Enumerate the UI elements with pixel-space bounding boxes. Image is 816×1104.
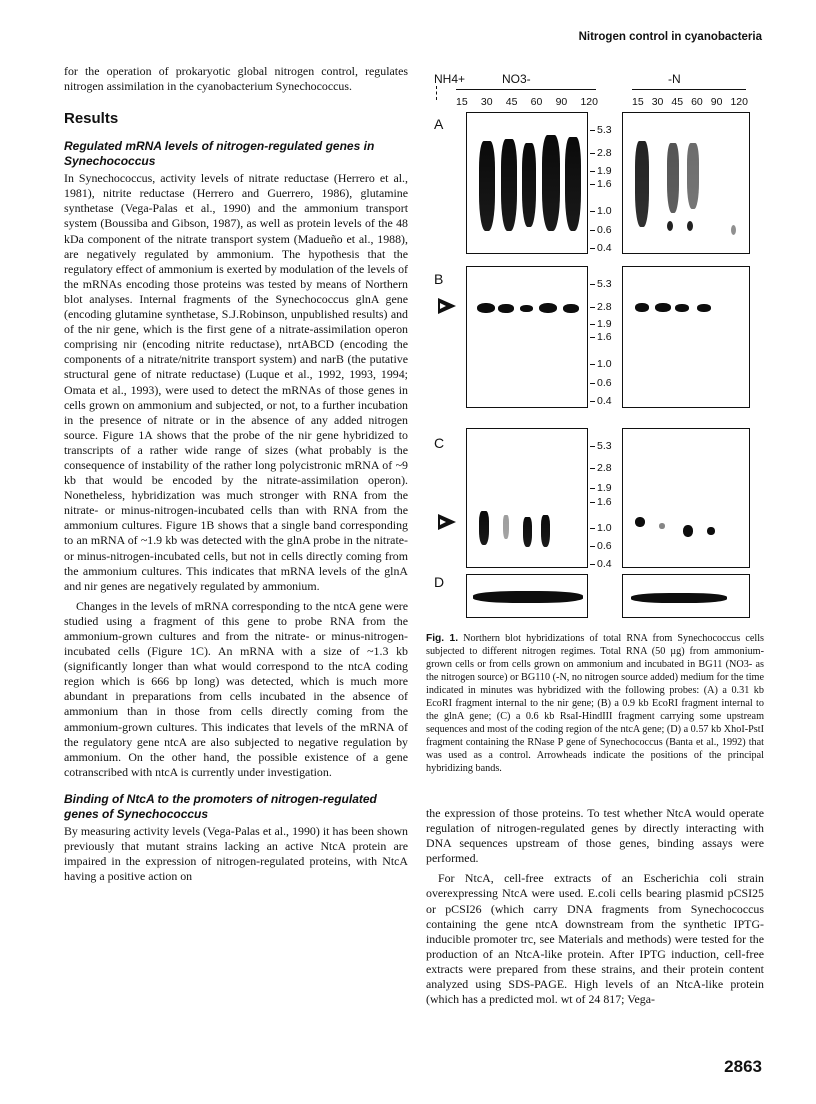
panel-b-marker-1-9: 1.9 — [590, 318, 612, 330]
section1-paragraph-1: In Synechococcus, activity levels of nitrate reductase (Herrero et al., 1981), nitrite reductase (Herrero and Guerrero, 1986), glutamine synthetase (Vega-Palas et al., 1990) and the ammonium transport system (Boussiba and Gibson, 1987), as well as protein levels of the 48 kDa component of the nitrate transport system (Madueño et al., 1988), are negatively regulated by ammonium. The hypothesis that the regulatory effect of ammonium is exerted by modulation of the levels of the mRNAs encoding those proteins was tested by means of Northern blot analyses. Internal fragments of the Synechococcus glnA gene (encoding glutamine synthetase, S.J.Robinson, unpublished results) and of the nir gene, which is the first gene of a nitrate-assimilation operon comprising nir (encoding nitrite reductase), nrtABCD (encoding the components of a nitrate/nitrite transport system) and narB (the putative structural gene of nitrate reductase) (Luque et al., 1992, 1993, 1994; Omata et al., 1993), were used to detect the mRNAs of those genes in cells grown on ammonium and subjected, or not, to a further incubation in the presence of nitrate or in the absence of any added nitrogen source. Figure 1A shows that the probe of the nir gene hybridized to transcripts of a rather wide range of sizes (what probably is the consequence of instability of the rather long polycistronic mRNA of ~9 kb that would be encoded by the nitrate-assimilation operon). Nonetheless, hybridization was much stronger with RNA from the nitrate- or minus-nitrogen-incubated cells than with RNA from the ammonium cultures. Figure 1B shows that a single band corresponding to an mRNA of ~1.9 kb was detected with the glnA probe in the nitrate- or minus-nitrogen-incubated cells, but not in cells directly coming from the ammonium cultures. This indicates that mRNA levels of the glnA and nir genes are negatively regulated by ammonium. — [64, 171, 408, 593]
panel-b-marker-5-3: 5.3 — [590, 278, 612, 290]
panel-a-marker-0-6: 0.6 — [590, 224, 612, 236]
left-column — [64, 64, 408, 889]
panel-c-marker-1-0: 1.0 — [590, 522, 612, 534]
section1-heading: Regulated mRNA levels of nitrogen-regulated genes in Synechococcus — [64, 139, 375, 169]
section2-heading: Binding of NtcA to the promoters of nitrogen-regulated genes of Synechococcus — [64, 791, 377, 821]
nitrate-time-label: 60 — [530, 96, 543, 108]
panel-c-marker-5-3: 5.3 — [590, 440, 612, 452]
section2-paragraph-1: By measuring activity levels (Vega-Palas et al., 1990) it has been shown previously that mutant strains lacking an active NtcA protein are impaired in the expression of nitrogen-regulated proteins, with NtcA having a positive action on — [64, 823, 408, 884]
figure-caption — [426, 632, 764, 775]
panel-d-blot-left — [466, 574, 588, 618]
minus-n-time-label: 120 — [730, 96, 748, 108]
panel-c-marker-1-6: 1.6 — [590, 496, 612, 508]
nitrate-time-label: 30 — [480, 96, 493, 108]
panel-b-arrowhead — [438, 298, 456, 314]
col-label-minus-n: -N — [668, 72, 681, 86]
right-column — [426, 806, 764, 1012]
panel-b-marker-1-6: 1.6 — [590, 331, 612, 343]
minus-n-time-label: 30 — [651, 96, 664, 108]
col-label-nitrate: NO3- — [502, 72, 531, 86]
panel-c-marker-0-6: 0.6 — [590, 540, 612, 552]
panel-letter-a: A — [434, 116, 444, 132]
minus-n-bracket — [632, 89, 746, 90]
panel-c-blot-left — [466, 428, 588, 568]
panel-letter-c: C — [434, 435, 445, 451]
panel-a-marker-2-8: 2.8 — [590, 147, 612, 159]
minus-n-time-label: 60 — [691, 96, 703, 108]
figure-1 — [426, 62, 762, 622]
caption-label: Fig. 1. — [426, 633, 459, 644]
intro-paragraph: for the operation of prokaryotic global nitrogen control, regulates nitrogen assimilation in the cyanobacterium Synechococcus. — [64, 64, 408, 94]
nitrate-bracket — [456, 89, 596, 90]
panel-c-marker-0-4: 0.4 — [590, 558, 612, 570]
right-paragraph-2: For NtcA, cell-free extracts of an Escherichia coli strain overexpressing NtcA were used. E.coli cells bearing plasmid pCSI25 or pCSI26 (which carry DNA fragments from Synechococcus containing the gene ntcA downstream from the synthetic IPTG-inducible promoter trc, see Materials and methods) were tested for the production of an NtcA-like protein. After IPTG induction, cell-free extracts were prepared from these strains, and their protein content analyzed using SDS-PAGE. High levels of an NtcA-like protein (which has a predicted mol. wt of 24 817; Vega- — [426, 871, 764, 1007]
panel-b-blot-right — [622, 266, 750, 408]
panel-a-blot-right — [622, 112, 750, 254]
panel-b-marker-2-8: 2.8 — [590, 301, 612, 313]
caption-text: Northern blot hybridizations of total RNA from Synechococcus cells subjected to different nitrogen regimes. Total RNA (50 µg) from ammonium-grown cells or from cells grown on ammonium and incubated in BG11 (NO3- as the nitrogen source) or BG110 (-N, no nitrogen source added) medium for the time indicated in minutes was hybridized with the following probes: (A) a 0.31 kb EcoRI fragment internal to the nir gene; (B) a 0.9 kb EcoRI fragment internal to the glnA gene; (C) a 0.6 kb RsaI-HindIII fragment carrying some upstream sequences and most of the coding region of the ntcA gene; (D) a 0.57 kb XhoI-PstI fragment containing the RNase P gene of Synechococcus (Banta et al., 1992) that was used as a control. Arrowheads indicate the positions of the principal hybridizing bands. — [426, 633, 764, 774]
panel-a-marker-0-4: 0.4 — [590, 242, 612, 254]
minus-n-time-label: 15 — [632, 96, 644, 108]
results-heading: Results — [64, 110, 119, 128]
nitrate-time-label: 120 — [580, 96, 598, 108]
ammonium-divider — [436, 86, 437, 100]
panel-letter-d: D — [434, 574, 445, 590]
panel-c-blot-right — [622, 428, 750, 568]
panel-b-marker-1-0: 1.0 — [590, 358, 612, 370]
nitrate-time-label: 45 — [505, 96, 518, 108]
panel-c-marker-2-8: 2.8 — [590, 462, 612, 474]
panel-a-marker-1-0: 1.0 — [590, 205, 612, 217]
panel-c-arrowhead — [438, 514, 456, 530]
page-number: 2863 — [724, 1057, 762, 1076]
panel-b-blot-left — [466, 266, 588, 408]
running-head: Nitrogen control in cyanobacteria — [578, 31, 762, 43]
panel-c-marker-1-9: 1.9 — [590, 482, 612, 494]
nitrate-time-label: 90 — [555, 96, 568, 108]
panel-a-marker-5-3: 5.3 — [590, 124, 612, 136]
nitrate-time-labels — [456, 96, 598, 108]
panel-b-marker-0-6: 0.6 — [590, 377, 612, 389]
minus-n-time-labels — [632, 96, 748, 108]
section1-paragraph-2: Changes in the levels of mRNA corresponding to the ntcA gene were studied using a fragment of this gene to probe RNA from the ammonium-grown cultures and from the nitrate- or minus-nitrogen-incubated cells (Figure 1C). An mRNA with a size of ~1.3 kb (significantly longer than what would correspond to the ntcA coding region which is 666 bp long) was detected, which is much more abundant in preparations from cells incubated in the absence of ammonium than in those from cells directly coming from the ammonium-grown cultures. This indicates that levels of the mRNA of the regulatory gene ntcA are also subjected to negative regulation by ammonium. On the other hand, the possible existence of a gene cotranscribed with ntcA is currently under investigation. — [64, 598, 408, 779]
panel-a-marker-1-9: 1.9 — [590, 165, 612, 177]
minus-n-time-label: 45 — [671, 96, 684, 108]
panel-letter-b: B — [434, 271, 444, 287]
minus-n-time-label: 90 — [710, 96, 723, 108]
panel-a-marker-1-6: 1.6 — [590, 178, 612, 190]
panel-d-blot-right — [622, 574, 750, 618]
panel-a-blot-left — [466, 112, 588, 254]
panel-b-marker-0-4: 0.4 — [590, 395, 612, 407]
right-paragraph-1: the expression of those proteins. To test whether NtcA would operate regulation of nitrogen-regulated genes by directly interacting with DNA sequences upstream of those genes, binding assays were performed. — [426, 806, 764, 866]
col-label-ammonium: NH4+ — [434, 72, 466, 86]
nitrate-time-label: 15 — [456, 96, 468, 108]
